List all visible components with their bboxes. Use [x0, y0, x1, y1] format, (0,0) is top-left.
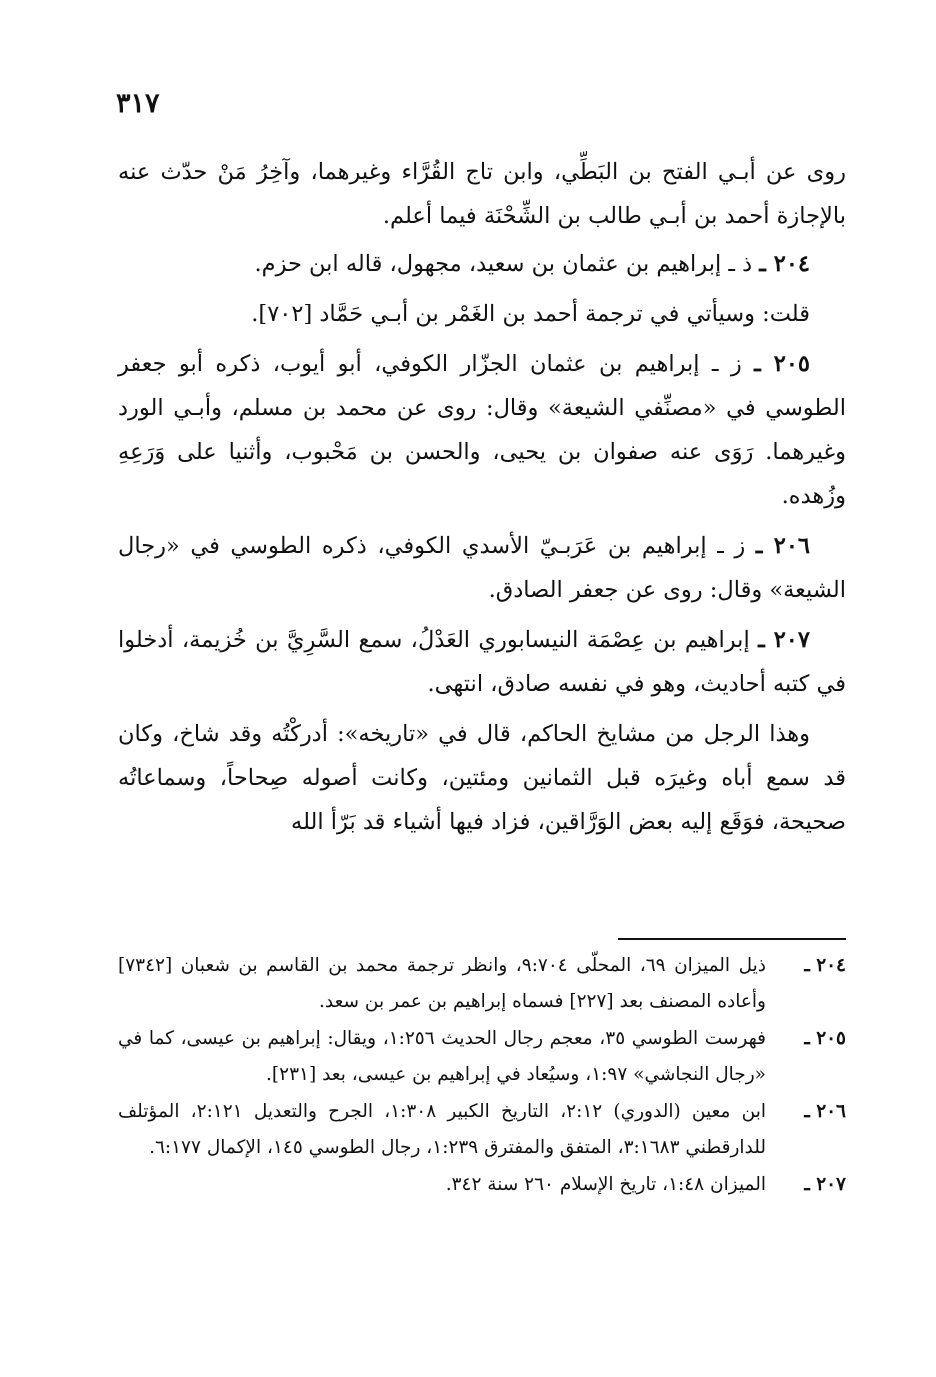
footnote-separator [618, 938, 846, 940]
footnote-number: ٢٠٤ ـ [804, 955, 846, 976]
paragraph-text: روى عن أبـي الفتح بن البَطِّي، وابن تاج القُرَّاء وغيرهما، وآخِرُ مَنْ حدّث عنه بالإجازة أحمد بن أبـي طالب بن الشِّحْنَة فيما أعلم. [118, 159, 846, 229]
entry-number: ٢٠٦ ـ [755, 533, 810, 559]
footnote-206 [118, 1094, 846, 1166]
commentary-paragraph [118, 712, 846, 844]
footnote-number: ٢٠٧ ـ [804, 1174, 846, 1195]
footnote-text: الميزان ١:٤٨، تاريخ الإسلام ٢٦٠ سنة ٣٤٢. [445, 1174, 766, 1195]
paragraph-text: قلت: وسيأتي في ترجمة أحمد بن الغَمْر بن أبـي حَمَّاد [٧٠٢]. [251, 301, 810, 327]
footnote-207 [118, 1167, 846, 1203]
entry-206 [118, 524, 846, 612]
entry-207 [118, 618, 846, 706]
entry-205 [118, 342, 846, 518]
main-text [118, 150, 846, 844]
entry-number: ٢٠٤ ـ [759, 251, 810, 277]
footnote-number: ٢٠٦ ـ [804, 1101, 846, 1122]
entry-number: ٢٠٥ ـ [754, 351, 810, 377]
footnote-205 [118, 1021, 846, 1093]
entry-204 [118, 242, 846, 286]
footnote-text: ابن معين (الدوري) ٢:١٢، التاريخ الكبير ١:٣٠٨، الجرح والتعديل ٢:١٢١، المؤتلف للدارقطني ٣:١٦٨٣، المتفق والمفترق ١:٢٣٩، رجال الطوسي ١٤٥، الإكمال ٦:١٧٧. [118, 1101, 766, 1158]
footnote-text: فهرست الطوسي ٣٥، معجم رجال الحديث ١:٢٥٦، ويقال: إبراهيم بن عيسى، كما في «رجال النجاشي» ١:٩٧، وسيُعاد في إبراهيم بن عيسى، بعد [٢٣١]. [118, 1028, 767, 1085]
entry-text: إبراهيم بن عِصْمَة النيسابوري العَدْلُ، سمع السَّرِيَّ بن خُزيمة، أدخلوا في كتبه أحاديث، وهو في نفسه صادق، انتهى. [118, 627, 846, 697]
entry-text: ز ـ إبراهيم بن عثمان الجزّار الكوفي، أبو أيوب، ذكره أبو جعفر الطوسي في «مصنِّفي الشيعة» وقال: روى عن محمد بن مسلم، وأبـي الورد وغيرهما. رَوَى عنه صفوان بن يحيى، والحسن بن مَحْبوب، وأثنيا على وَرَعِهِ وزُهده. [118, 351, 846, 509]
entry-number: ٢٠٧ ـ [758, 627, 810, 653]
page-number: ٣١٧ [116, 88, 160, 119]
paragraph-continuation [118, 150, 846, 238]
footnote-text: ذيل الميزان ٦٩، المحلّى ٩:٧٠٤، وانظر ترجمة محمد بن القاسم بن شعبان [٧٣٤٢] وأعاده المصنف بعد [٢٢٧] فسماه إبراهيم بن عمر بن سعد. [118, 955, 766, 1012]
footnote-204 [118, 948, 846, 1020]
entry-text: ذ ـ إبراهيم بن عثمان بن سعيد، مجهول، قاله ابن حزم. [254, 251, 753, 277]
note-paragraph [118, 292, 846, 336]
footnote-number: ٢٠٥ ـ [804, 1028, 846, 1049]
footnotes [118, 948, 846, 1204]
entry-text: ز ـ إبراهيم بن عَرَبـيّ الأسدي الكوفي، ذكره الطوسي في «رجال الشيعة» وقال: روى عن جعفر الصادق. [118, 533, 846, 603]
paragraph-text: وهذا الرجل من مشايخ الحاكم، قال في «تاريخه»: أدركْتُه وقد شاخ، وكان قد سمع أباه وغيرَه قبل الثمانين ومئتين، وكانت أصوله صِحاحاً، وسماعاتُه صحيحة، فوَقَع إليه بعض الوَرَّاقين، فزاد فيها أشياء قد بَرّأ الله [118, 721, 846, 835]
